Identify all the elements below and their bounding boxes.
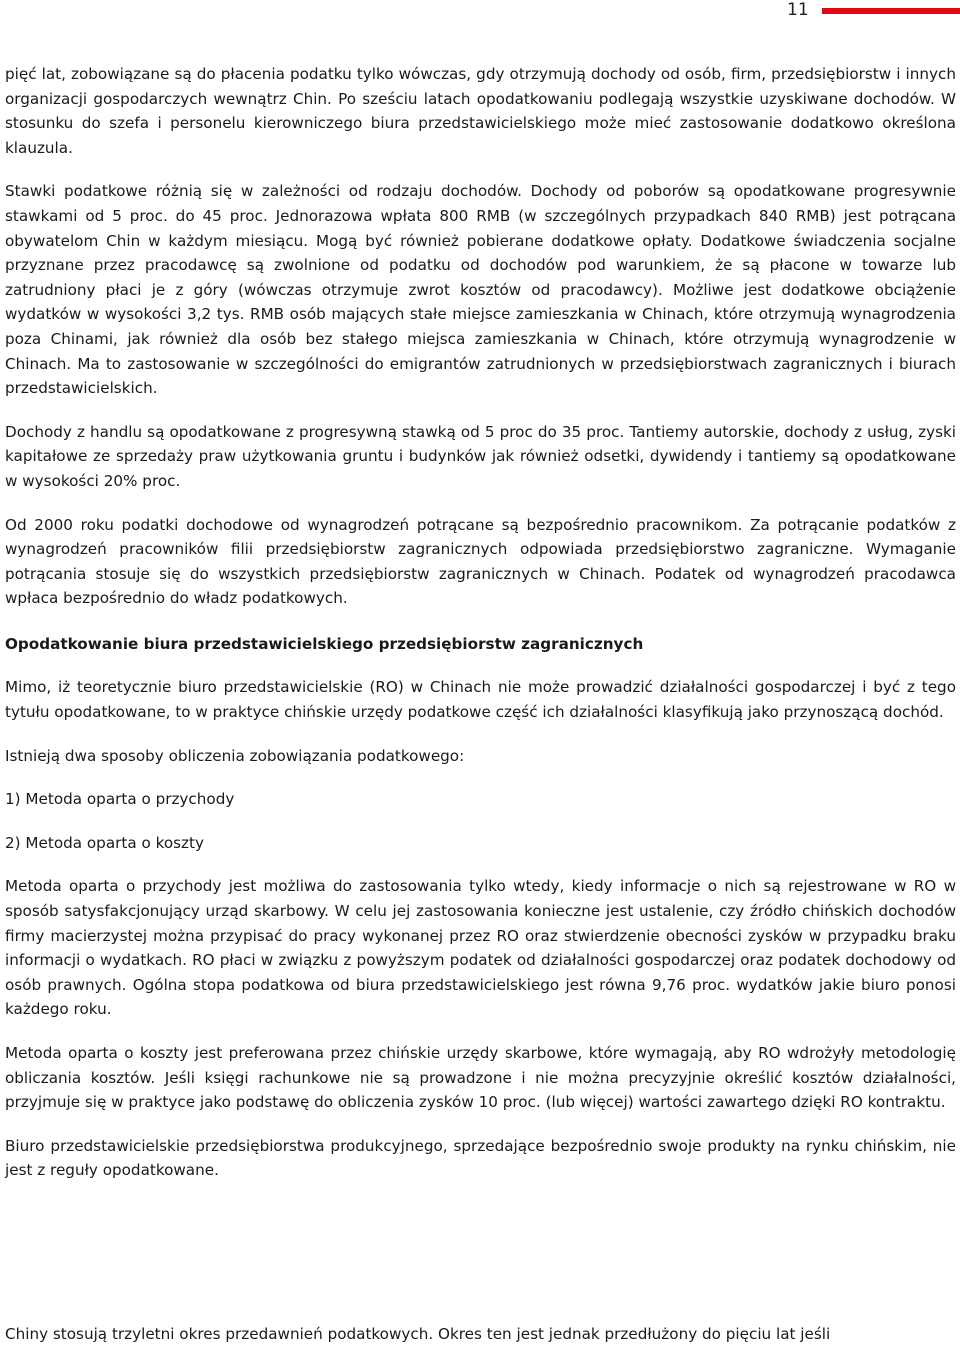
paragraph-cost-method: Metoda oparta o koszty jest preferowana przez chińskie urzędy skarbowe, które wymagają, aby RO wdrożyły metodologię obliczania kosztów. Jeśli księgi rachunkowe nie są prowadzone i nie można precyzyjnie określić kosztów działalności, przyjmuje się w praktyce jako podstawę do obliczenia zysków 10 proc. (lub więcej) wartości zawartego dzięki RO kontraktu. bbox=[5, 1044, 956, 1112]
paragraph-withholding: Od 2000 roku podatki dochodowe od wynagrodzeń potrącane są bezpośrednio pracownikom. Za potrącanie podatków z wynagrodzeń pracowników filii przedsiębiorstw zagranicznych odpowiada przedsiębiorstwo zagraniczne. Wymaganie potrącania stosuje się do wszystkich przedsiębiorstw zagranicznych w Chinach. Podatek od wynagrodzeń pracodawca wpłaca bezpośrednio do władz podatkowych. bbox=[5, 515, 956, 608]
paragraph-tax-rates: Stawki podatkowe różnią się w zależności od rodzaju dochodów. Dochody od poborów są opodatkowane progresywnie stawkami od 5 proc. do 45 proc. Jednorazowa wpłata 800 RMB (w szczególnych przypadkach 840 RMB) jest potrącana obywatelom Chin w każdym miesiącu. Mogą być również pobierane dodatkowe opłaty. Dodatkowe świadczenia socjalne przyznane przez pracodawcę są zwolnione od podatku od dochodów pod warunkiem, że są płacone w towarze lub zatrudniony płaci je z góry (wówczas otrzymuje zwrot kosztów od pracodawcy). Możliwe jest dodatkowe obciążenie wydatków w wysokości 3,2 tys. RMB osób mających stałe miejsce zamieszkania w Chinach, które otrzymują wynagrodzenia poza Chinami, jak również dla osób bez stałego miejsca zamieszkania w Chinach, które otrzymują wynagrodzenie w Chinach. Ma to zastosowanie w szczególności do emigrantów zatrudnionych w przedsiębiorstwach zagranicznych i biurach przedstawicielskich. bbox=[5, 182, 956, 398]
paragraph-two-methods: Istnieją dwa sposoby obliczenia zobowiązania podatkowego: bbox=[5, 746, 465, 765]
paragraph-tax-obligation: pięć lat, zobowiązane są do płacenia podatku tylko wówczas, gdy otrzymują dochody od osób, firm, przedsiębiorstw i innych organizacji gospodarczych wewnątrz Chin. Po sześciu latach opodatkowaniu podlegają wszystkie uzyskiwane dochodów. W stosunku do szefa i personelu kierowniczego biura przedstawicielskiego może mieć zastosowanie dodatkowo określona klauzula. bbox=[5, 65, 956, 157]
paragraph-trade-income: Dochody z handlu są opodatkowane z progresywną stawką od 5 proc do 35 proc. Tantiemy autorskie, dochody z usług, zyski kapitałowe ze sprzedaży praw użytkowania gruntu i budynków jak również odsetki, dywidendy i tantiemy są opodatkowane w wysokości 20% proc. bbox=[5, 422, 956, 490]
list-item-method-cost: 2) Metoda oparta o koszty bbox=[5, 833, 204, 852]
page-header bbox=[0, 0, 960, 22]
paragraph-production-ro: Biuro przedstawicielskie przedsiębiorstwa produkcyjnego, sprzedające bezpośrednio swoje produkty na rynku chińskim, nie jest z reguły opodatkowane. bbox=[5, 1136, 956, 1180]
paragraph-revenue-method: Metoda oparta o przychody jest możliwa do zastosowania tylko wtedy, kiedy informacje o nich są rejestrowane w RO w sposób satysfakcjonujący urząd skarbowy. W celu jej zastosowania konieczne jest ustalenie, czy źródło chińskich dochodów firmy macierzystej można przypisać do pracy wykonanej przez RO oraz stwierdzenie obecności zysków w przypadku braku informacji o wydatkach. RO płaci w związku z powyższym podatek od działalności gospodarczej oraz podatek dochodowy od osób prawnych. Ogólna stopa podatkowa od biura przedstawicielskiego jest równa 9,76 proc. wydatków jakie biuro ponosi każdego roku. bbox=[5, 877, 956, 1019]
document-body bbox=[5, 62, 956, 1202]
page-number: 11 bbox=[787, 0, 809, 20]
header-accent-bar bbox=[822, 8, 960, 14]
list-item-method-revenue: 1) Metoda oparta o przychody bbox=[5, 790, 235, 809]
continued-paragraph: Chiny stosują trzyletni okres przedawnień podatkowych. Okres ten jest jednak przedłużony do pięciu lat jeśli bbox=[5, 1325, 831, 1343]
paragraph-ro-intro: Mimo, iż teoretycznie biuro przedstawicielskie (RO) w Chinach nie może prowadzić działalności gospodarczej i być z tego tytułu opodatkowane, to w praktyce chińskie urzędy podatkowe część ich działalności klasyfikują jako przynoszącą dochód. bbox=[5, 678, 956, 722]
section-heading: Opodatkowanie biura przedstawicielskiego przedsiębiorstw zagranicznych bbox=[5, 634, 644, 653]
